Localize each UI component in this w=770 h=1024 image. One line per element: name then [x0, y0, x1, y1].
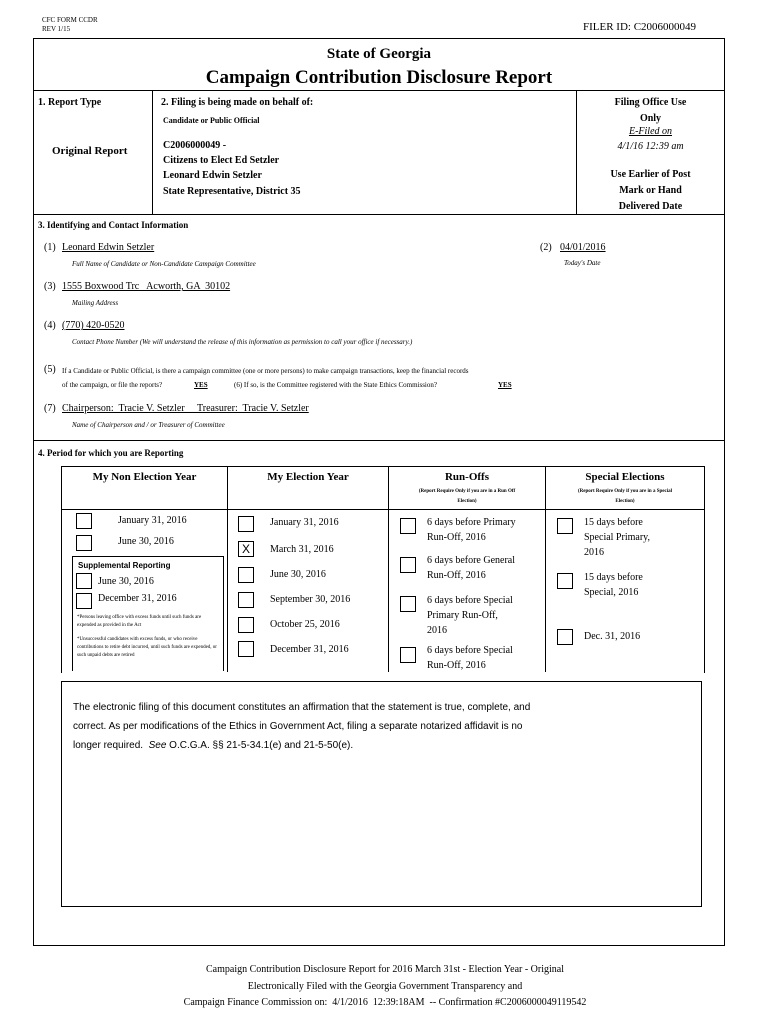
non-election-june-checkbox[interactable] [76, 535, 92, 551]
item5-number: (5) [44, 364, 56, 375]
runoff-special-line1: 6 days before Special [427, 645, 513, 656]
footer-line1: Campaign Contribution Disclosure Report for 2016 March 31st - Election Year - Original [206, 964, 564, 975]
divider [545, 466, 546, 672]
item2-number: (2) [540, 242, 552, 253]
item1-number: (1) [44, 242, 56, 253]
runoff-general-checkbox[interactable] [400, 557, 416, 573]
election-jan-checkbox[interactable] [238, 516, 254, 532]
special-primary-checkbox[interactable] [557, 518, 573, 534]
report-type-label: 1. Report Type [38, 97, 102, 108]
runoff-special-primary-checkbox[interactable] [400, 596, 416, 612]
filing-behalf-sublabel: Candidate or Public Official [163, 116, 260, 125]
candidate-full-name: Leonard Edwin Setzler [62, 242, 155, 253]
runoff-primary-line1: 6 days before Primary [427, 517, 516, 528]
runoff-special-checkbox[interactable] [400, 647, 416, 663]
runoff-general-label [427, 553, 515, 583]
divider [152, 90, 153, 214]
runoff-primary-checkbox[interactable] [400, 518, 416, 534]
election-october-checkbox[interactable] [238, 617, 254, 633]
divider [61, 509, 704, 510]
chairperson-treasurer-caption: Name of Chairperson and / or Treasurer of Committee [72, 421, 225, 429]
supp-december-label: December 31, 2016 [98, 593, 177, 604]
report-type-value: Original Report [52, 145, 128, 157]
non-election-june-label: June 30, 2016 [118, 536, 174, 547]
form-code: CFC FORM CCDR [42, 16, 98, 24]
form-revision: REV 1/15 [42, 25, 71, 33]
contact-phone-caption: Contact Phone Number (We will understand the release of this information as permission to call your office if necessary.) [72, 338, 413, 346]
runoff-general-line2: Run-Off, 2016 [427, 570, 486, 581]
candidate-full-name-caption: Full Name of Candidate or Non-Candidate Campaign Committee [72, 260, 256, 268]
contact-phone: (770) 420-0520 [62, 320, 125, 331]
runoff-primary-label [427, 515, 516, 545]
special-election-line1: 15 days before [584, 572, 643, 583]
runoff-special-primary-label [427, 593, 513, 638]
election-october-label: October 25, 2016 [270, 619, 340, 630]
supp-note-2: *Unsuccessful candidates with excess funds, or who receive contributions to retire debt incurred, until such funds are expended, or such unpaid debts are retired [77, 637, 217, 658]
election-march-checkbox[interactable]: X [238, 541, 254, 557]
non-election-jan-label: January 31, 2016 [118, 515, 187, 526]
committee-question-2: of the campaign, or file the reports? [62, 381, 163, 389]
mailing-address-caption: Mailing Address [72, 299, 119, 307]
affirmation-line3 [73, 736, 530, 755]
divider [388, 466, 389, 672]
runoff-primary-line2: Run-Off, 2016 [427, 532, 486, 543]
runoff-general-line1: 6 days before General [427, 555, 516, 566]
divider [33, 214, 725, 215]
section-4-label: 4. Period for which you are Reporting [38, 448, 184, 458]
affirmation-line3-citation: O.C.G.A. §§ 21-5-34.1(e) and 21-5-50(e). [166, 740, 354, 751]
candidate-name: Leonard Edwin Setzler [163, 170, 262, 181]
affirmation-line1: The electronic filing of this document constitutes an affirmation that the statement is true, complete, and [73, 702, 531, 713]
state-title: State of Georgia [326, 46, 432, 62]
supplemental-title: Supplemental Reporting [78, 561, 171, 570]
affirmation-line3-see: See [148, 740, 167, 751]
committee-question: If a Candidate or Public Official, is there a campaign committee (one or more persons) to make campaign transactions, keep the financial records [62, 367, 469, 375]
report-title: Campaign Contribution Disclosure Report [205, 67, 553, 88]
special-primary-label [584, 515, 650, 560]
postmark-note-2: Mark or Hand [619, 185, 682, 196]
efiled-label: E-Filed on [628, 126, 673, 137]
special-election-checkbox[interactable] [557, 573, 573, 589]
non-election-jan-checkbox[interactable] [76, 513, 92, 529]
special-primary-line1: 15 days before [584, 517, 643, 528]
item7-number: (7) [44, 403, 56, 414]
affirmation-line3-part1: longer required. [73, 740, 149, 751]
special-elections-subtitle: (Report Require Only if you are in a Special [578, 489, 672, 494]
runoff-special-label [427, 643, 513, 673]
special-dec-label: Dec. 31, 2016 [584, 631, 641, 642]
special-dec-checkbox[interactable] [557, 629, 573, 645]
postmark-note: Use Earlier of Post [610, 169, 691, 180]
supp-note-1: *Persons leaving office with excess funds until such funds are expended as provided in the Act [77, 615, 202, 628]
affirmation-line2: correct. As per modifications of the Ethics in Government Act, filing a separate notarized affidavit is no [73, 721, 523, 732]
election-jan-label: January 31, 2016 [270, 517, 339, 528]
runoff-special-line2: Run-Off, 2016 [427, 660, 486, 671]
election-december-checkbox[interactable] [238, 641, 254, 657]
election-september-checkbox[interactable] [238, 592, 254, 608]
runoffs-subtitle-2: Election) [457, 499, 477, 504]
special-elections-subtitle-2: Election) [615, 499, 635, 504]
election-june-checkbox[interactable] [238, 567, 254, 583]
filing-office-label-2: Only [639, 113, 662, 124]
divider [33, 90, 725, 91]
special-election-line2: Special, 2016 [584, 587, 639, 598]
todays-date-caption: Today's Date [564, 259, 601, 267]
special-primary-line3: 2016 [584, 547, 604, 558]
item3-number: (3) [44, 281, 56, 292]
affirmation-text [73, 698, 530, 755]
divider [227, 466, 228, 672]
election-december-label: December 31, 2016 [270, 644, 349, 655]
runoff-special-primary-line1: 6 days before Special [427, 595, 513, 606]
efiled-date: 4/1/16 12:39 am [617, 141, 684, 152]
mailing-address: 1555 Boxwood Trc Acworth, GA 30102 [62, 281, 231, 292]
election-june-label: June 30, 2016 [270, 569, 326, 580]
section-3-label: 3. Identifying and Contact Information [38, 220, 189, 230]
filing-office-label: Filing Office Use [614, 97, 687, 108]
committee-name: Citizens to Elect Ed Setzler [163, 155, 280, 166]
runoffs-title: Run-Offs [444, 471, 489, 483]
item4-number: (4) [44, 320, 56, 331]
election-year-title: My Election Year [267, 471, 349, 483]
election-september-label: September 30, 2016 [270, 594, 351, 605]
election-march-label: March 31, 2016 [270, 544, 334, 555]
office-sought: State Representative, District 35 [163, 186, 301, 197]
postmark-note-3: Delivered Date [618, 201, 683, 212]
footer-line3: Campaign Finance Commission on: 4/1/2016 12:39:18AM -- Confirmation #C2006000049119542 [183, 997, 587, 1008]
registered-answer: YES [498, 381, 512, 389]
divider [33, 440, 725, 441]
supp-june-label: June 30, 2016 [98, 576, 154, 587]
non-election-year-title: My Non Election Year [92, 471, 197, 483]
filing-behalf-label: 2. Filing is being made on behalf of: [161, 97, 314, 108]
registered-question: (6) If so, is the Committee registered with the State Ethics Commission? [234, 381, 437, 389]
supp-december-checkbox[interactable] [76, 593, 92, 609]
committee-answer: YES [194, 381, 208, 389]
todays-date: 04/01/2016 [560, 242, 606, 253]
chairperson-treasurer: Chairperson: Tracie V. Setzler Treasurer: Tracie V. Setzler [62, 403, 309, 414]
runoff-special-primary-line2: Primary Run-Off, [427, 610, 498, 621]
runoff-special-primary-line3: 2016 [427, 625, 447, 636]
special-elections-title: Special Elections [585, 471, 665, 483]
filer-id: FILER ID: C2006000049 [583, 21, 697, 33]
special-election-label [584, 570, 643, 600]
special-primary-line2: Special Primary, [584, 532, 651, 543]
supp-june-checkbox[interactable] [76, 573, 92, 589]
filer-id-line: C2006000049 - [163, 140, 227, 151]
footer-line2: Electronically Filed with the Georgia Government Transparency and [247, 981, 523, 992]
runoffs-subtitle: (Report Require Only if you are in a Run Off [418, 489, 516, 494]
